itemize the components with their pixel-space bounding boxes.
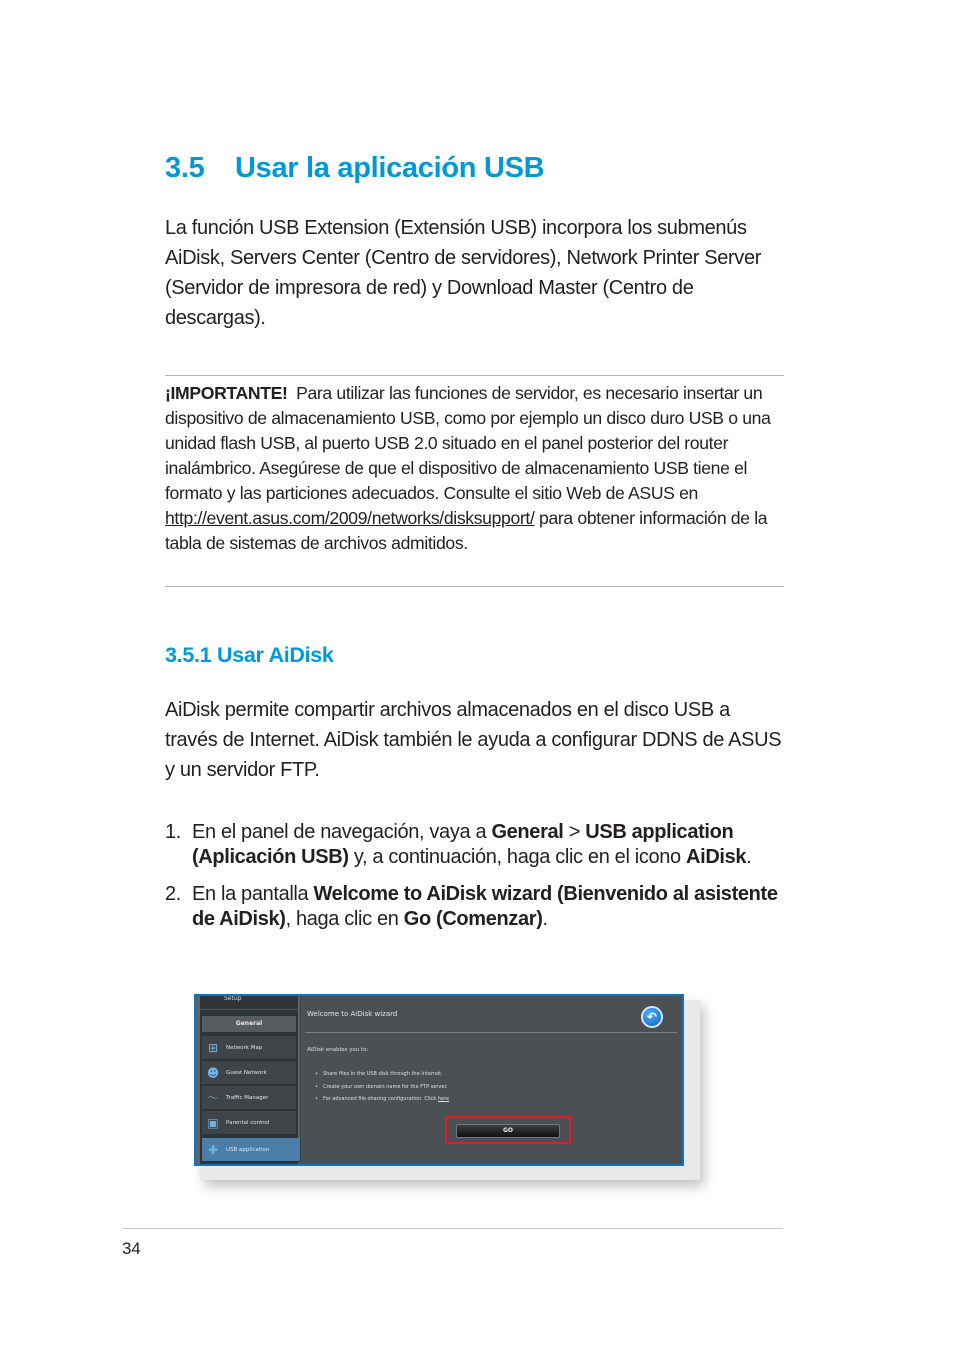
sidebar-section-general: General — [202, 1016, 296, 1032]
step-2 — [165, 882, 787, 932]
note-text: Para utilizar las funciones de servidor, es necesario insertar un dispositivo de almacenamiento USB, como por ejemplo un disco duro USB o una unidad flash USB, al puerto USB 2.0 situado en el panel posterior del router inalámbrico. Asegúrese de que el dispositivo de almacenamiento USB tiene el formato y las particiones adecuados. Consulte el sitio Web de ASUS en — [165, 383, 771, 503]
here-link[interactable]: here — [437, 1096, 450, 1102]
step-text: En el panel de navegación, vaya a General > USB application (Aplicación USB) y, a continuación, haga clic en el icono AiDisk. — [192, 821, 752, 868]
step-text: En la pantalla Welcome to AiDisk wizard (Bienvenido al asistente de AiDisk), haga clic en Go (Comenzar). — [192, 883, 778, 930]
section-number: 3.5 — [165, 152, 205, 184]
puzzle-icon: ✚ — [207, 1143, 219, 1157]
step-number: 1. — [165, 821, 181, 843]
note-top-divider — [165, 375, 784, 376]
important-label: ¡IMPORTANTE! — [165, 383, 288, 403]
lock-icon: ▣ — [207, 1116, 219, 1130]
nav-sidebar — [200, 996, 298, 1164]
sidebar-item-usb-application[interactable]: ✚ USB application — [202, 1138, 302, 1162]
aidisk-wizard-screenshot — [194, 994, 684, 1166]
sidebar-item-parental-control[interactable]: ▣ Parental control — [202, 1111, 296, 1135]
go-button[interactable]: GO — [456, 1124, 560, 1138]
important-note — [165, 381, 787, 556]
wizard-panel — [300, 996, 682, 1164]
page-number: 34 — [122, 1239, 141, 1258]
intro-paragraph: La función USB Extension (Extensión USB) incorpora los submenús AiDisk, Servers Center (Centro de servidores), Network Printer Server (Servidor de impresora de red) y Download Master (Centro de descargas). — [165, 217, 762, 329]
list-item: • For advanced file-sharing configuration. Click here — [315, 1093, 449, 1106]
wizard-subtitle: AiDisk enables you to: — [307, 1047, 369, 1053]
step-number: 2. — [165, 883, 181, 905]
list-item: • Create your own domain name for the FTP server. — [315, 1081, 449, 1094]
sidebar-item-guest-network[interactable]: ☻ Guest Network — [202, 1061, 296, 1085]
wizard-title: Welcome to AiDisk wizard — [307, 1010, 398, 1018]
note-text-after: para obtener información de la tabla de sistemas de archivos admitidos. — [165, 508, 768, 553]
subsection-heading: 3.5.1 Usar AiDisk — [165, 643, 334, 667]
footer-divider — [122, 1228, 783, 1229]
sidebar-setup[interactable]: Setup — [200, 996, 298, 1010]
wizard-divider — [305, 1032, 677, 1033]
network-map-icon: ⊞ — [207, 1041, 219, 1055]
section-title: Usar la aplicación USB — [235, 152, 545, 184]
go-highlight-box — [445, 1116, 571, 1144]
guest-network-icon: ☻ — [206, 1066, 220, 1080]
section-heading — [165, 152, 544, 185]
note-bottom-divider — [165, 586, 784, 587]
step-1 — [165, 820, 787, 870]
sidebar-item-traffic-manager[interactable]: 〜 Traffic Manager — [202, 1086, 296, 1110]
sidebar-item-network-map[interactable]: ⊞ Network Map — [202, 1036, 296, 1060]
back-icon[interactable]: ↶ — [641, 1006, 663, 1028]
steps-list — [165, 820, 787, 944]
list-item: • Share files in the USB disk through the Internet. — [315, 1068, 449, 1081]
disksupport-link[interactable]: http://event.asus.com/2009/networks/disksupport/ — [165, 508, 535, 528]
traffic-manager-icon: 〜 — [206, 1091, 219, 1105]
wizard-feature-list — [315, 1068, 449, 1106]
aidisk-paragraph: AiDisk permite compartir archivos almacenados en el disco USB a través de Internet. AiDisk también le ayuda a configurar DDNS de ASUS y un servidor FTP. — [165, 699, 782, 781]
